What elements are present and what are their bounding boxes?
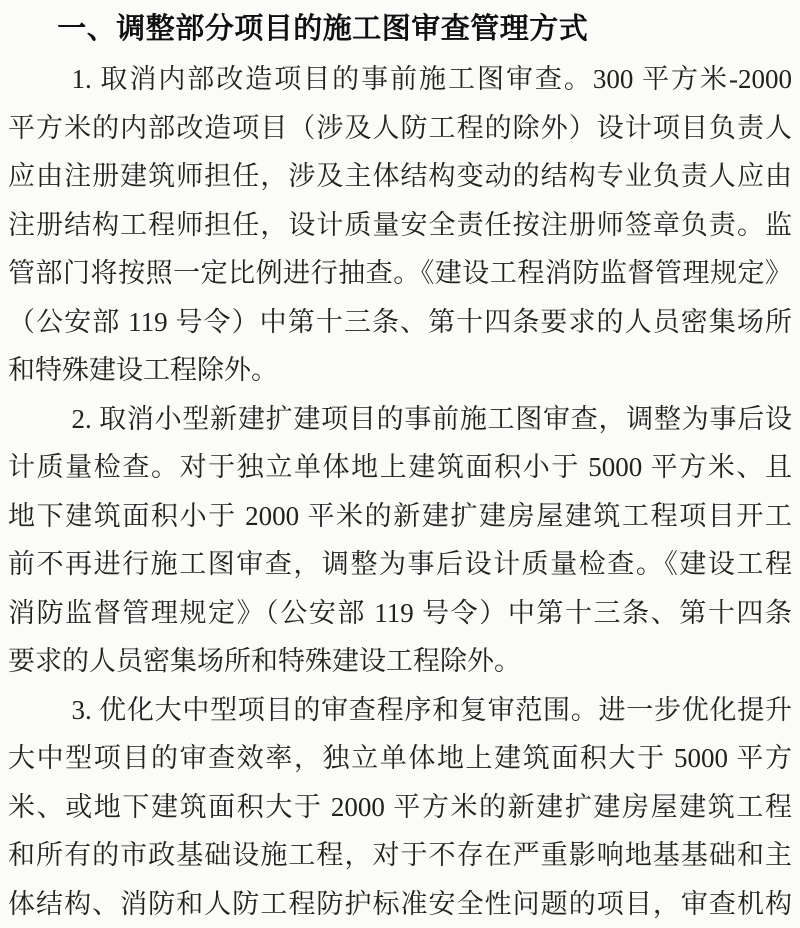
text-line: 米、或地下建筑面积大于 2000 平方米的新建扩建房屋建筑工程 xyxy=(8,791,792,822)
text-line: 地下建筑面积小于 2000 平米的新建扩建房屋建筑工程项目开工 xyxy=(8,500,792,531)
text-line: 2. 取消小型新建扩建项目的事前施工图审查，调整为事后设 xyxy=(71,403,792,434)
text-line: 前不再进行施工图审查，调整为事后设计质量检查。《建设工程 xyxy=(8,549,792,579)
text-line: 要求的人员密集场所和特殊建设工程除外。 xyxy=(8,646,521,676)
text-line: 注册结构工程师担任，设计质量安全责任按注册师签章负责。监 xyxy=(8,209,792,240)
text-line: 计质量检查。对于独立单体地上建筑面积小于 5000 平方米、且 xyxy=(8,452,792,482)
text-line: 和所有的市政基础设施工程，对于不存在严重影响地基基础和主 xyxy=(8,840,792,870)
text-line: 消防监督管理规定》（公安部 119 号令）中第十三条、第十四条 xyxy=(8,597,792,628)
text-line: 应由注册建筑师担任，涉及主体结构变动的结构专业负责人应由 xyxy=(8,161,792,191)
text-line: 平方米的内部改造项目（涉及人防工程的除外）设计项目负责人 xyxy=(8,112,792,143)
text-line: 管部门将按照一定比例进行抽查。《建设工程消防监督管理规定》 xyxy=(8,258,792,288)
text-line: 大中型项目的审查效率，独立单体地上建筑面积大于 5000 平方 xyxy=(8,743,792,773)
text-line: 和特殊建设工程除外。 xyxy=(8,355,278,385)
document-title: 一、调整部分项目的施工图审查管理方式 xyxy=(57,13,589,45)
text-line: （公安部 119 号令）中第十三条、第十四条要求的人员密集场所 xyxy=(8,306,792,337)
text-line: 1. 取消内部改造项目的事前施工图审查。300 平方米-2000 xyxy=(71,64,792,94)
document-body xyxy=(8,55,792,928)
text-line: 体结构、消防和人防工程防护标准安全性问题的项目，审查机构 xyxy=(8,888,792,919)
text-line: 3. 优化大中型项目的审查程序和复审范围。进一步优化提升 xyxy=(71,694,792,725)
